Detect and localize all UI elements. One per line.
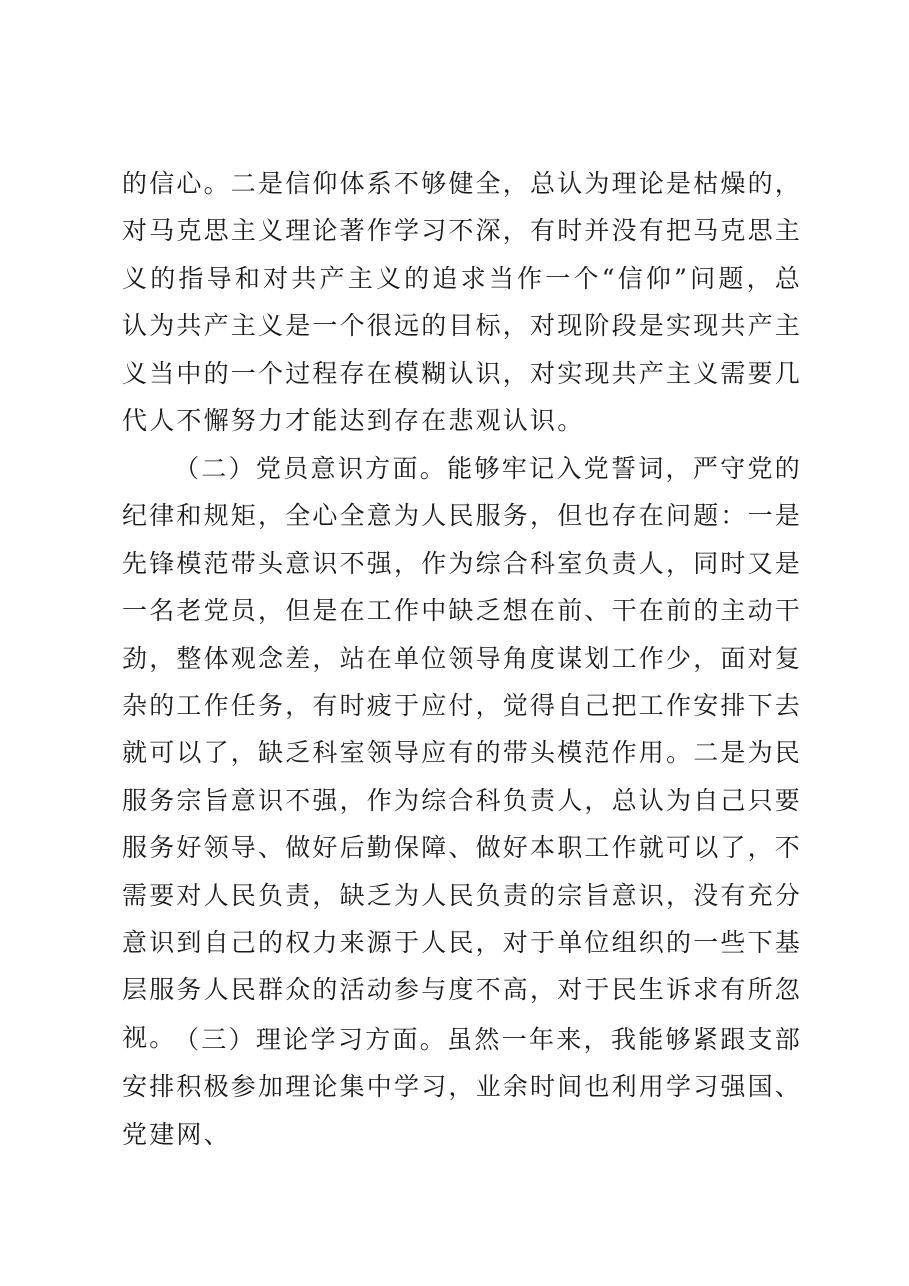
paragraph-belief-system: 的信心。二是信仰体系不够健全，总认为理论是枯燥的，对马克思主义理论著作学习不深，有时并没有把马克思主义的指导和对共产主义的追求当作一个“信仰”问题，总认为共产主义是一个很远的目标，对现阶段是实现共产主义当中的一个过程存在模糊认识，对实现共产主义需要几代人不懈努力才能达到存在悲观认识。 (122, 169, 803, 436)
paragraph-party-member-awareness: （二）党员意识方面。能够牢记入党誓词，严守党的纪律和规矩，全心全意为人民服务，但也存在问题：一是先锋模范带头意识不强，作为综合科室负责人，同时又是一名老党员，但是在工作中缺乏想在前、干在前的主动干劲，整体观念差，站在单位领导角度谋划工作少，面对复杂的工作任务，有时疲于应付，觉得自己把工作安排下去就可以了，缺乏科室领导应有的带头模范作用。二是为民服务宗旨意识不强，作为综合科负责人，总认为自己只要服务好领导、做好后勤保障、做好本职工作就可以了，不需要对人民负责，缺乏为人民负责的宗旨意识，没有充分意识到自己的权力来源于人民，对于单位组织的一些下基层服务人民群众的活动参与度不高，对于民生诉求有所忽视。 (122, 454, 803, 1052)
paragraph-theory-study: （三）理论学习方面。虽然一年来，我能够紧跟支部安排积极参加理论集中学习，业余时间也利用学习强国、党建网、 (122, 1025, 803, 1149)
